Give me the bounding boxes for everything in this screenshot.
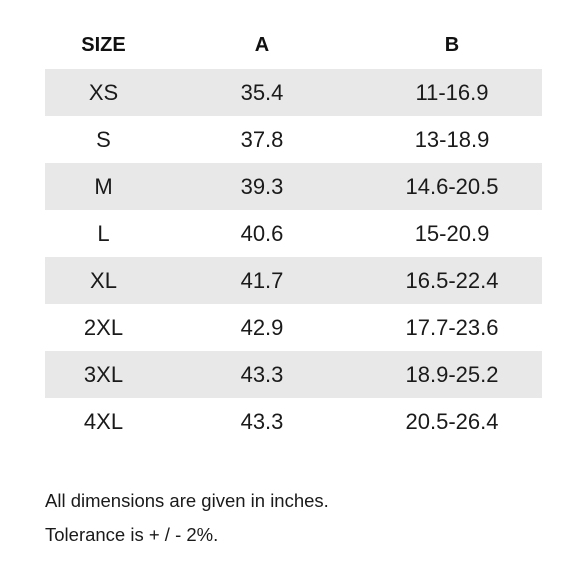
cell-b: 11-16.9 [362, 69, 542, 116]
table-row [45, 116, 542, 163]
cell-b: 16.5-22.4 [362, 257, 542, 304]
size-chart-table [45, 22, 542, 445]
cell-b: 13-18.9 [414, 126, 490, 152]
cell-size: L [97, 220, 110, 246]
cell-b: 14.6-20.5 [362, 163, 542, 210]
cell-a: 43.3 [162, 351, 362, 398]
cell-size: M [45, 163, 162, 210]
header-b: B [444, 34, 460, 56]
cell-size: S [96, 126, 111, 152]
table-row [45, 304, 542, 351]
header-row [45, 22, 542, 69]
cell-size: XL [45, 257, 162, 304]
cell-a: 41.7 [162, 257, 362, 304]
cell-b: 15-20.9 [414, 220, 490, 246]
cell-a: 43.3 [240, 408, 284, 434]
table-row [45, 210, 542, 257]
cell-a: 42.9 [240, 314, 284, 340]
table-row [45, 351, 542, 398]
cell-a: 37.8 [240, 126, 284, 152]
cell-b: 20.5-26.4 [405, 408, 499, 434]
cell-size: XS [45, 69, 162, 116]
cell-b: 17.7-23.6 [405, 314, 499, 340]
table-row [45, 398, 542, 445]
cell-size: 3XL [45, 351, 162, 398]
cell-a: 35.4 [162, 69, 362, 116]
cell-b: 18.9-25.2 [362, 351, 542, 398]
tolerance-note: Tolerance is + / - 2%. [45, 524, 219, 545]
cell-size: 4XL [83, 408, 124, 434]
header-a: A [254, 34, 270, 56]
cell-a: 39.3 [162, 163, 362, 210]
cell-size: 2XL [83, 314, 124, 340]
header-size: SIZE [81, 34, 126, 56]
size-chart-notes [45, 489, 329, 557]
cell-a: 40.6 [240, 220, 284, 246]
size-chart-body [45, 69, 542, 445]
table-row [45, 69, 542, 116]
table-row [45, 257, 542, 304]
size-chart-header [45, 22, 542, 69]
table-row [45, 163, 542, 210]
units-note: All dimensions are given in inches. [45, 490, 329, 511]
